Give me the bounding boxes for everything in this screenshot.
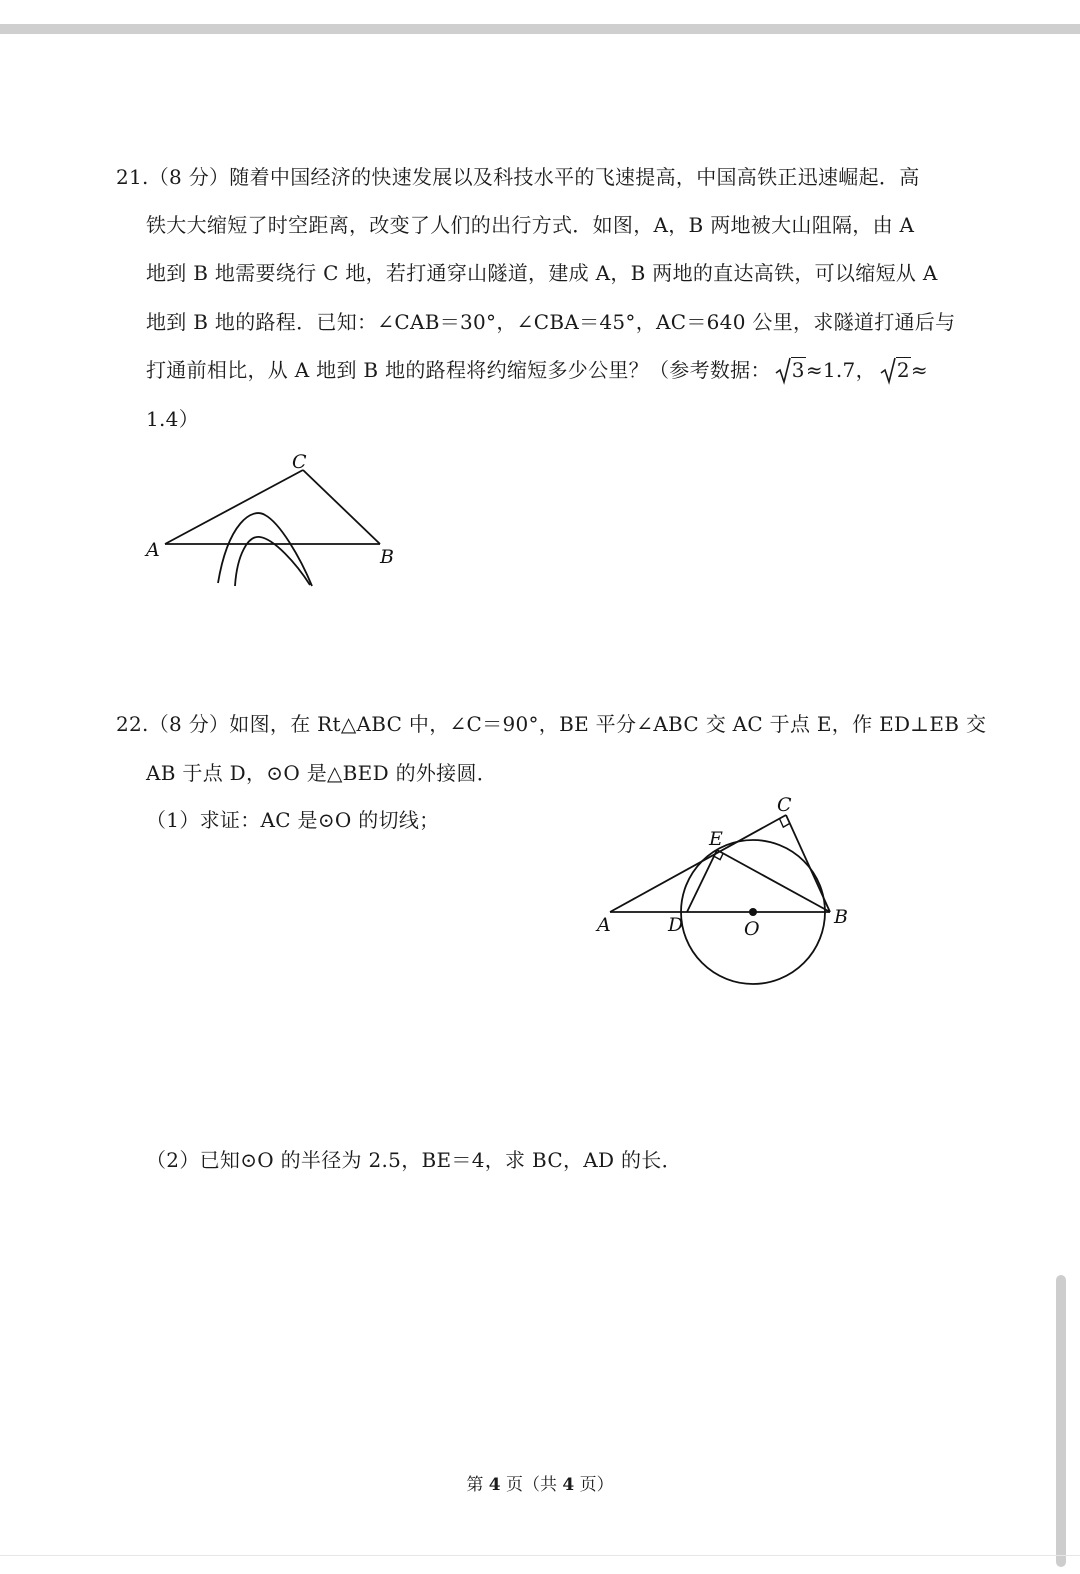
bottom-divider	[0, 1555, 1080, 1556]
footer-suffix: 页）	[574, 1475, 614, 1495]
center-o-dot	[749, 908, 757, 916]
vertical-scrollbar[interactable]	[1056, 1275, 1066, 1567]
label-b: B	[834, 906, 848, 928]
label-a: A	[597, 914, 611, 936]
q21-line-3: 地到 B 地需要绕行 C 地，若打通穿山隧道，建成 A，B 两地的直达高铁，可以缩短从 A	[146, 261, 938, 285]
q21-line-1: 21.（8 分）随着中国经济的快速发展以及科技水平的飞速提高，中国高铁正迅速崛起．高	[116, 165, 920, 189]
q22-figure	[590, 790, 860, 990]
label-d: D	[668, 914, 684, 936]
q21-line-5-text: 打通前相比，从 A 地到 B 地的路程将约缩短多少公里？（参考数据：	[146, 358, 771, 382]
q21-line-2: 铁大大缩短了时空距离，改变了人们的出行方式．如图，A，B 两地被大山阻隔，由 A	[146, 213, 915, 237]
page-footer	[0, 1470, 1080, 1495]
label-o: O	[744, 918, 760, 940]
label-c: C	[777, 794, 792, 816]
q22-part-2: （2）已知⊙O 的半径为 2.5，BE＝4，求 BC，AD 的长．	[146, 1148, 682, 1172]
label-a: A	[146, 539, 160, 561]
q22-part-1: （1）求证：AC 是⊙O 的切线；	[146, 808, 440, 832]
mountain-outer-curve	[218, 513, 312, 586]
label-e: E	[709, 828, 723, 850]
q21-line-6: 1.4）	[146, 407, 200, 431]
footer-page-number: 4	[488, 1475, 501, 1495]
footer-total-pages: 4	[562, 1475, 575, 1495]
line-cb	[303, 470, 380, 544]
footer-prefix: 第	[466, 1475, 484, 1495]
q21-line-5	[146, 355, 928, 385]
approx-1-text: ≈1.7，	[805, 358, 876, 382]
footer-mid: 页（共	[500, 1475, 557, 1495]
top-bar	[0, 24, 1080, 34]
line-eb	[717, 850, 830, 912]
approx-2-text: ≈	[910, 358, 928, 382]
label-b: B	[380, 546, 394, 568]
q22-line-1: 22.（8 分）如图，在 Rt△ABC 中，∠C＝90°，BE 平分∠ABC 交 AC 于点 E，作 ED⊥EB 交	[116, 712, 987, 736]
label-c: C	[292, 451, 307, 473]
line-cb	[786, 815, 830, 912]
line-ac	[610, 815, 786, 912]
q21-line-4: 地到 B 地的路程．已知：∠CAB＝30°，∠CBA＝45°，AC＝640 公里，求隧道打通后与	[146, 310, 956, 334]
sqrt-2-symbol	[880, 355, 911, 385]
sqrt-3-symbol	[775, 355, 806, 385]
sqrt-3-radicand: 3	[791, 358, 805, 382]
sqrt-2-radicand: 2	[896, 358, 910, 382]
q22-line-2: AB 于点 D，⊙O 是△BED 的外接圆．	[146, 761, 498, 785]
q21-figure	[140, 445, 410, 595]
line-ed	[687, 850, 717, 912]
